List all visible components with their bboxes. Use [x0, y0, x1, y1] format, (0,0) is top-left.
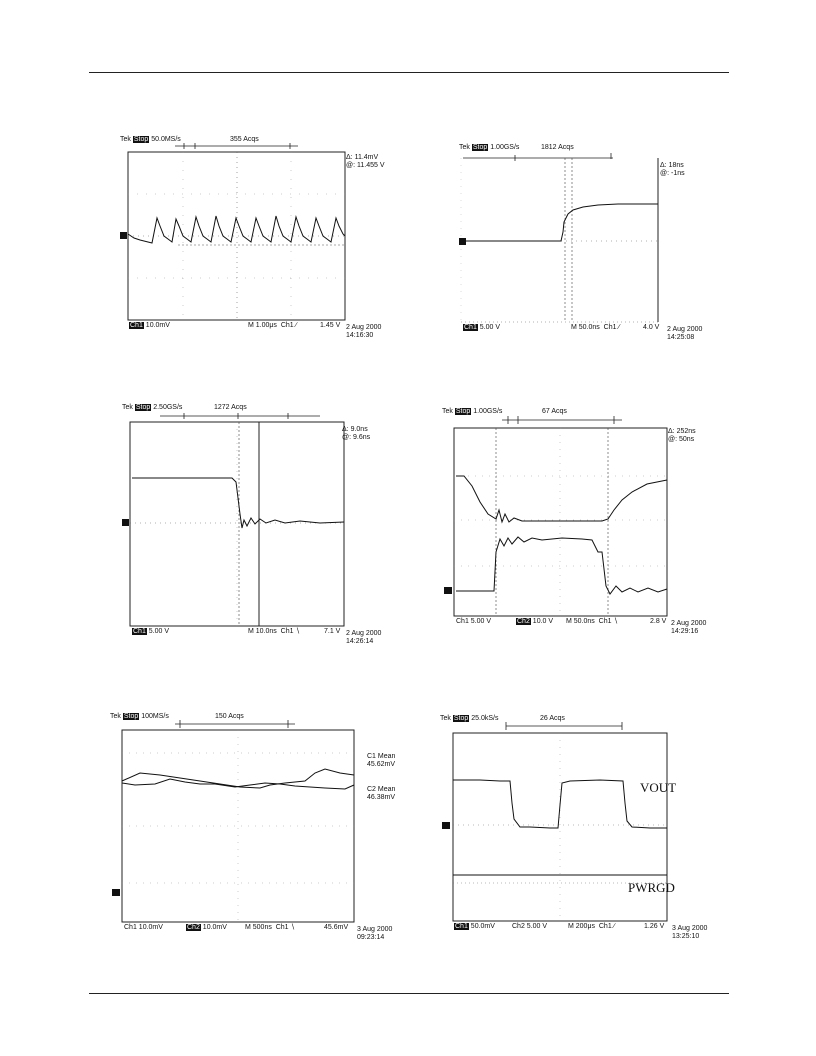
- ch2-scale: Ch2 10.0 V: [517, 618, 554, 625]
- ch2-badge: Ch2: [187, 924, 200, 931]
- meas-delta: Δ: 252ns: [668, 428, 696, 435]
- scope-pwrgd: [440, 713, 740, 953]
- vout-trace: [453, 780, 667, 828]
- capture-time: 14:16:30: [346, 332, 374, 339]
- ch2-badge: Ch2: [517, 618, 530, 625]
- capture-date: 2 Aug 2000: [667, 326, 703, 333]
- scope-dual: [442, 406, 742, 646]
- channel-scale: Ch1 5.00 V: [464, 324, 501, 331]
- tek-label: Tek Stop 25.0kS/s: [440, 715, 499, 722]
- tek-label: Tek Stop 50.0MS/s: [120, 136, 181, 143]
- channel-scale: Ch1 5.00 V: [133, 628, 170, 635]
- capture-date: 3 Aug 2000: [672, 925, 708, 932]
- capture-time: 14:26:14: [346, 638, 374, 645]
- c2-trace: [122, 779, 354, 789]
- tek-label: Tek Stop 1.00GS/s: [442, 408, 503, 415]
- timebase: M 10.0ns Ch1 ∖: [248, 628, 300, 635]
- sample-rate: 50.0MS/s: [151, 136, 181, 143]
- capture-time: 14:25:08: [667, 334, 695, 341]
- sample-rate: 2.50GS/s: [153, 404, 183, 411]
- meas-delta: Δ: 9.0ns: [342, 426, 368, 433]
- trigger-level: 4.0 V: [643, 324, 660, 331]
- scope-graticule: [110, 711, 410, 946]
- ch2-trace: [456, 537, 667, 594]
- capture-time: 13:25:10: [672, 933, 700, 940]
- tek-label: Tek Stop 100MS/s: [110, 713, 169, 720]
- acquisitions: 1272 Acqs: [214, 404, 247, 411]
- vout-label: VOUT: [640, 780, 677, 795]
- stop-badge: Stop: [135, 404, 151, 411]
- sample-rate: 25.0kS/s: [471, 715, 499, 722]
- stop-badge: Stop: [123, 713, 139, 720]
- acquisitions: 355 Acqs: [230, 136, 259, 143]
- sample-rate: 100MS/s: [141, 713, 169, 720]
- c2-mean-value: 46.38mV: [367, 794, 396, 801]
- header-rule: [89, 72, 729, 73]
- capture-date: 2 Aug 2000: [671, 620, 707, 627]
- trigger-level: 1.45 V: [320, 322, 341, 329]
- trigger-level: 2.8 V: [650, 618, 667, 625]
- rise-trace: [463, 204, 658, 241]
- footer-rule: [89, 993, 729, 994]
- sample-rate: 1.00GS/s: [473, 408, 503, 415]
- acquisitions: 67 Acqs: [542, 408, 567, 415]
- timebase: M 50.0ns Ch1 ∕: [571, 324, 620, 331]
- ch1-badge: Ch1: [464, 324, 477, 331]
- trigger-level: 45.6mV: [324, 924, 349, 931]
- c1-mean-label: C1 Mean: [367, 753, 396, 760]
- ch1-scale: Ch1 50.0mV: [455, 923, 495, 930]
- ch2-scale: Ch2 10.0mV: [187, 924, 227, 931]
- c1-mean-value: 45.62mV: [367, 761, 396, 768]
- capture-date: 3 Aug 2000: [357, 926, 393, 933]
- ch1-badge: Ch1: [133, 628, 146, 635]
- sample-rate: 1.00GS/s: [490, 144, 520, 151]
- timebase: M 1.00μs Ch1 ∕: [248, 322, 297, 329]
- scope-current-share: [110, 711, 410, 946]
- acquisitions: 1812 Acqs: [541, 144, 574, 151]
- ch2-scale: Ch2 5.00 V: [512, 923, 548, 930]
- stop-badge: Stop: [455, 408, 471, 415]
- ch1-trace: [456, 476, 667, 522]
- c1-trace: [122, 769, 354, 788]
- meas-delta: Δ: 11.4mV: [346, 154, 379, 161]
- acquisitions: 26 Acqs: [540, 715, 565, 722]
- scope-rise: [453, 144, 743, 359]
- capture-time: 14:29:16: [671, 628, 699, 635]
- meas-at: @: 9.6ns: [342, 434, 371, 441]
- capture-time: 09:23:14: [357, 934, 385, 941]
- pwrgd-label: PWRGD: [628, 880, 675, 895]
- capture-date: 2 Aug 2000: [346, 630, 382, 637]
- ch1-badge: Ch1: [130, 322, 143, 329]
- fall-trace: [132, 478, 344, 528]
- stop-badge: Stop: [133, 136, 149, 143]
- scope-graticule: [440, 713, 740, 953]
- trigger-level: 7.1 V: [324, 628, 341, 635]
- scope-ripple: [120, 134, 410, 349]
- c2-mean-label: C2 Mean: [367, 786, 396, 793]
- timebase: M 500ns Ch1 ∖: [245, 924, 295, 931]
- timebase: M 50.0ns Ch1 ∖: [566, 618, 618, 625]
- channel-scale: Ch1 10.0mV: [130, 322, 170, 329]
- meas-at: @: 50ns: [668, 436, 695, 443]
- meas-at: @: 11.455 V: [346, 162, 385, 169]
- stop-badge: Stop: [472, 144, 488, 151]
- meas-at: @: -1ns: [660, 170, 685, 177]
- capture-date: 2 Aug 2000: [346, 324, 382, 331]
- scope-graticule: [442, 406, 742, 646]
- meas-delta: Δ: 18ns: [660, 162, 684, 169]
- acquisitions: 150 Acqs: [215, 713, 244, 720]
- trigger-level: 1.26 V: [644, 923, 665, 930]
- timebase: M 200μs Ch1 ∕: [568, 923, 615, 930]
- tek-label: Tek Stop 1.00GS/s: [459, 144, 520, 151]
- ch1-scale: Ch1 10.0mV: [124, 924, 163, 931]
- tek-label: Tek Stop 2.50GS/s: [122, 404, 183, 411]
- ripple-trace: [128, 216, 345, 243]
- ch1-scale: Ch1 5.00 V: [456, 618, 492, 625]
- scope-fall: [120, 402, 410, 652]
- ch1-badge: Ch1: [455, 923, 468, 930]
- stop-badge: Stop: [453, 715, 469, 722]
